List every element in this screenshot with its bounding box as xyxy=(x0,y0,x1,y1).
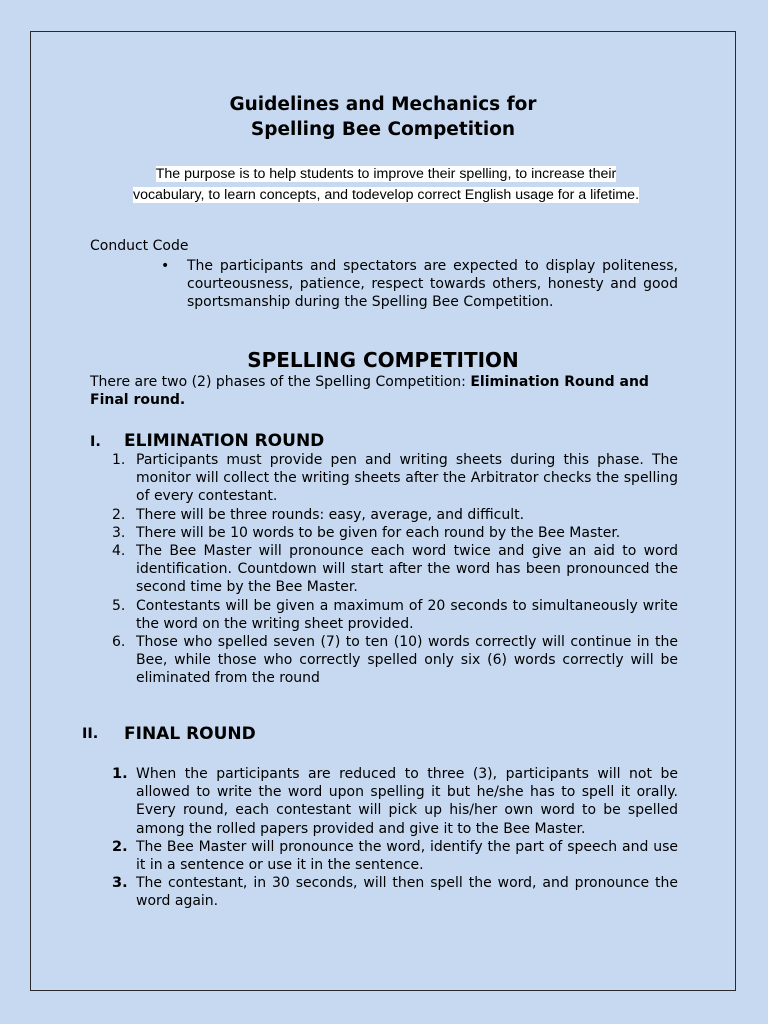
phases-text: There are two (2) phases of the Spelling Competition: xyxy=(90,374,471,390)
list-item xyxy=(90,633,678,688)
list-number: 4. xyxy=(112,543,126,560)
bullet-marker: • xyxy=(161,258,170,274)
list-item xyxy=(90,597,678,633)
list-item xyxy=(90,838,678,874)
list-text: The contestant, in 30 seconds, will then spell the word, and pronounce the word again. xyxy=(136,875,678,910)
list-text: Those who spelled seven (7) to ten (10) words correctly will continue in the Bee, while those who correctly spelled only six (6) words correctly will be eliminated from the round xyxy=(136,634,678,687)
elimination-numeral: I. xyxy=(90,434,101,450)
list-text: There will be three rounds: easy, average, and difficult. xyxy=(136,506,525,523)
list-text: The Bee Master will pronounce the word, identify the part of speech and use it in a sentence or use it in the sentence. xyxy=(136,838,678,874)
final-heading: FINAL ROUND xyxy=(124,724,256,744)
document-page xyxy=(30,31,736,991)
section-title: SPELLING COMPETITION xyxy=(247,348,519,372)
document-title-line-1: Guidelines and Mechanics for xyxy=(229,94,537,115)
list-number: 5. xyxy=(112,597,126,614)
list-number: 3. xyxy=(112,875,128,892)
list-item xyxy=(90,524,678,542)
list-number: 2. xyxy=(112,838,128,855)
phases-bold-text: Elimination Round and Final round. xyxy=(90,374,649,408)
list-item xyxy=(90,451,678,506)
list-item xyxy=(90,765,678,838)
conduct-text: The participants and spectators are expected to display politeness, courteousness, patience, respect towards others, honesty and good sportsmanship during the Spelling Bee Competition. xyxy=(187,258,678,311)
list-number: 1. xyxy=(112,452,126,468)
list-text: Participants must provide pen and writing sheets during this phase. The monitor will collect the writing sheets after the Arbitrator checks the spelling of every contestant. xyxy=(136,452,678,505)
list-item xyxy=(90,542,678,597)
list-text: The Bee Master will pronounce each word twice and give an aid to word identification. Countdown will start after the word has been pronounced the second time by the Bee Master. xyxy=(136,543,678,596)
list-item xyxy=(90,874,678,910)
phases-paragraph xyxy=(90,373,678,409)
purpose-paragraph xyxy=(86,164,686,206)
list-text: When the participants are reduced to three (3), participants will not be allowed to write the word upon spelling it but he/she has to spell it orally. Every round, each contestant will pick up his/her own word to be spelled among the rolled papers provided and give it to the Bee Master. xyxy=(136,766,678,837)
purpose-line-2: vocabulary, to learn concepts, and todevelop correct English usage for a lifetime. xyxy=(132,187,640,203)
list-text: There will be 10 words to be given for each round by the Bee Master. xyxy=(136,524,621,541)
list-number: 1. xyxy=(112,766,128,782)
final-list xyxy=(90,765,678,911)
purpose-line-1: The purpose is to help students to improve their spelling, to increase their xyxy=(155,166,617,182)
list-number: 6. xyxy=(112,634,126,651)
final-numeral: II. xyxy=(82,726,99,742)
list-text: Contestants will be given a maximum of 20 seconds to simultaneously write the word on the writing sheet provided. xyxy=(136,597,678,632)
document-title-line-2: Spelling Bee Competition xyxy=(250,119,516,140)
list-number: 2. xyxy=(112,506,126,523)
list-item xyxy=(90,506,678,524)
conduct-code-label: Conduct Code xyxy=(90,238,189,254)
elimination-list xyxy=(90,451,678,688)
elimination-heading: ELIMINATION ROUND xyxy=(124,431,325,451)
list-number: 3. xyxy=(112,524,126,541)
